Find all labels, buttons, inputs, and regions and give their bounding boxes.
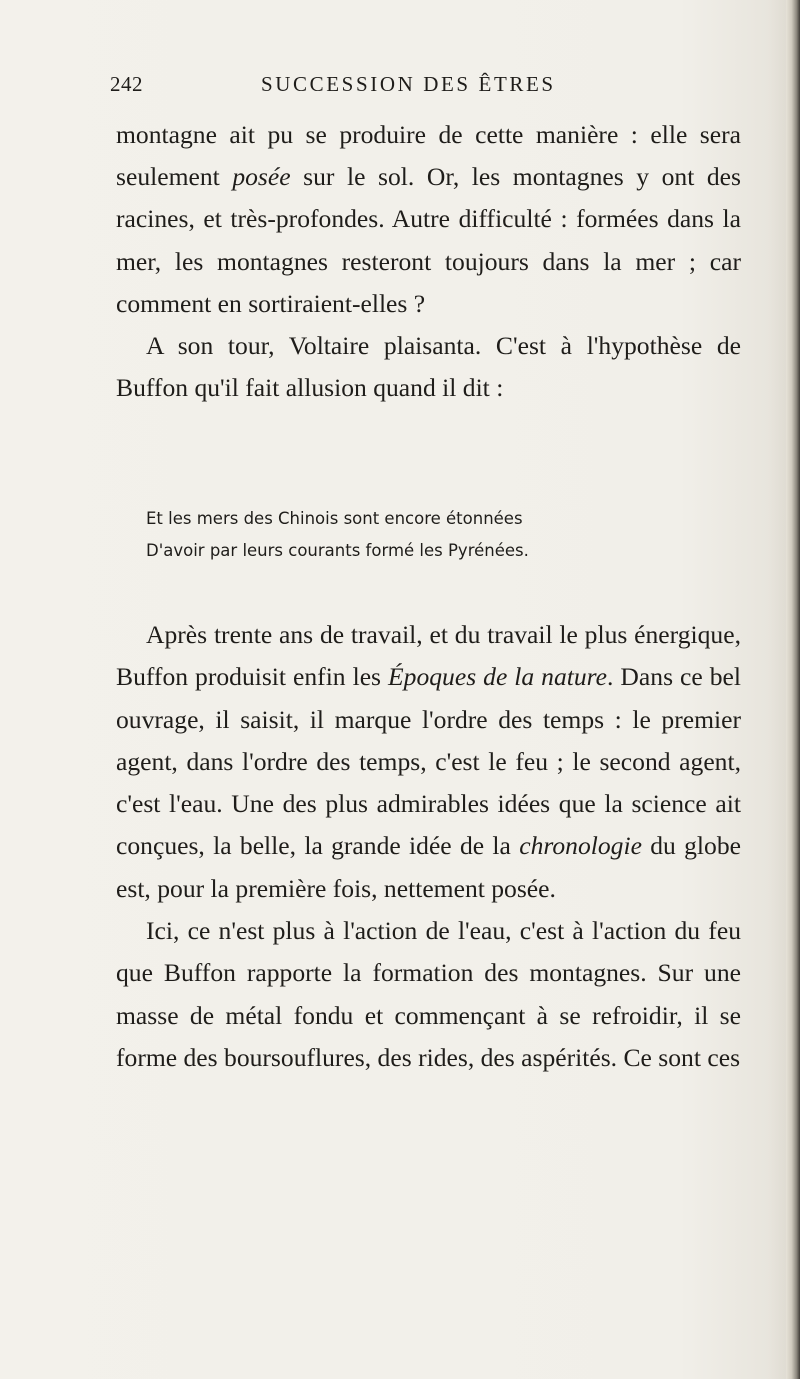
paragraph-3-italic-term: chronologie: [519, 831, 642, 861]
body-text-top: [116, 114, 741, 409]
paragraph-1-text: montagne ait pu se produire de cette manière : elle sera seulement: [116, 120, 741, 192]
page-number: 242: [110, 72, 143, 96]
paragraph-3-italic-title: Époques de la nature: [388, 662, 608, 692]
paragraph-2: A son tour, Voltaire plaisanta. C'est à l'hypothèse de Buffon qu'il fait allusion quand il dit :: [116, 331, 741, 403]
paragraph-4: Ici, ce n'est plus à l'action de l'eau, c'est à l'action du feu que Buffon rapporte la formation des montagnes. Sur une masse de métal fondu et commençant à se refroidir, il se forme des boursouflures, des rides, des aspérités. Ce sont ces: [116, 916, 741, 1072]
paragraph-1: [116, 114, 741, 325]
body-text-bottom: [116, 614, 741, 1079]
paragraph-1-end: sur le sol. Or, les montagnes y ont des racines, et très-profondes. Autre difficulté : formées dans la mer, les montagnes resteront toujours dans la mer ; car comment en sortiraient-elles ?: [116, 162, 741, 318]
page-edge-shadow: [786, 0, 800, 1379]
quote-line-2: D'avoir par leurs courants formé les Pyrénées.: [146, 541, 529, 560]
verse-quotation: [146, 503, 706, 567]
paragraph-3: [116, 614, 741, 910]
running-title: SUCCESSION DES ÊTRES: [261, 72, 556, 96]
paragraph-1-italic: posée: [232, 162, 291, 192]
quote-line-1: Et les mers des Chinois sont encore étonnées: [146, 509, 523, 528]
paragraph-3-text-a: Après trente ans de travail, et du travail le plus énergique, Buffon produisit enfin les: [116, 620, 741, 692]
paragraph-3-text-b: . Dans ce bel ouvrage, il saisit, il marque l'ordre des temps : le premier agent, dans l'ordre des temps, c'est le feu ; le second agent, c'est l'eau. Une des plus admirables idées que la science ait conçues, la belle, la grande idée de la: [116, 662, 741, 861]
running-header: [110, 72, 710, 106]
paragraph-3-text-c: du globe est, pour la première fois, nettement posée.: [116, 831, 741, 903]
